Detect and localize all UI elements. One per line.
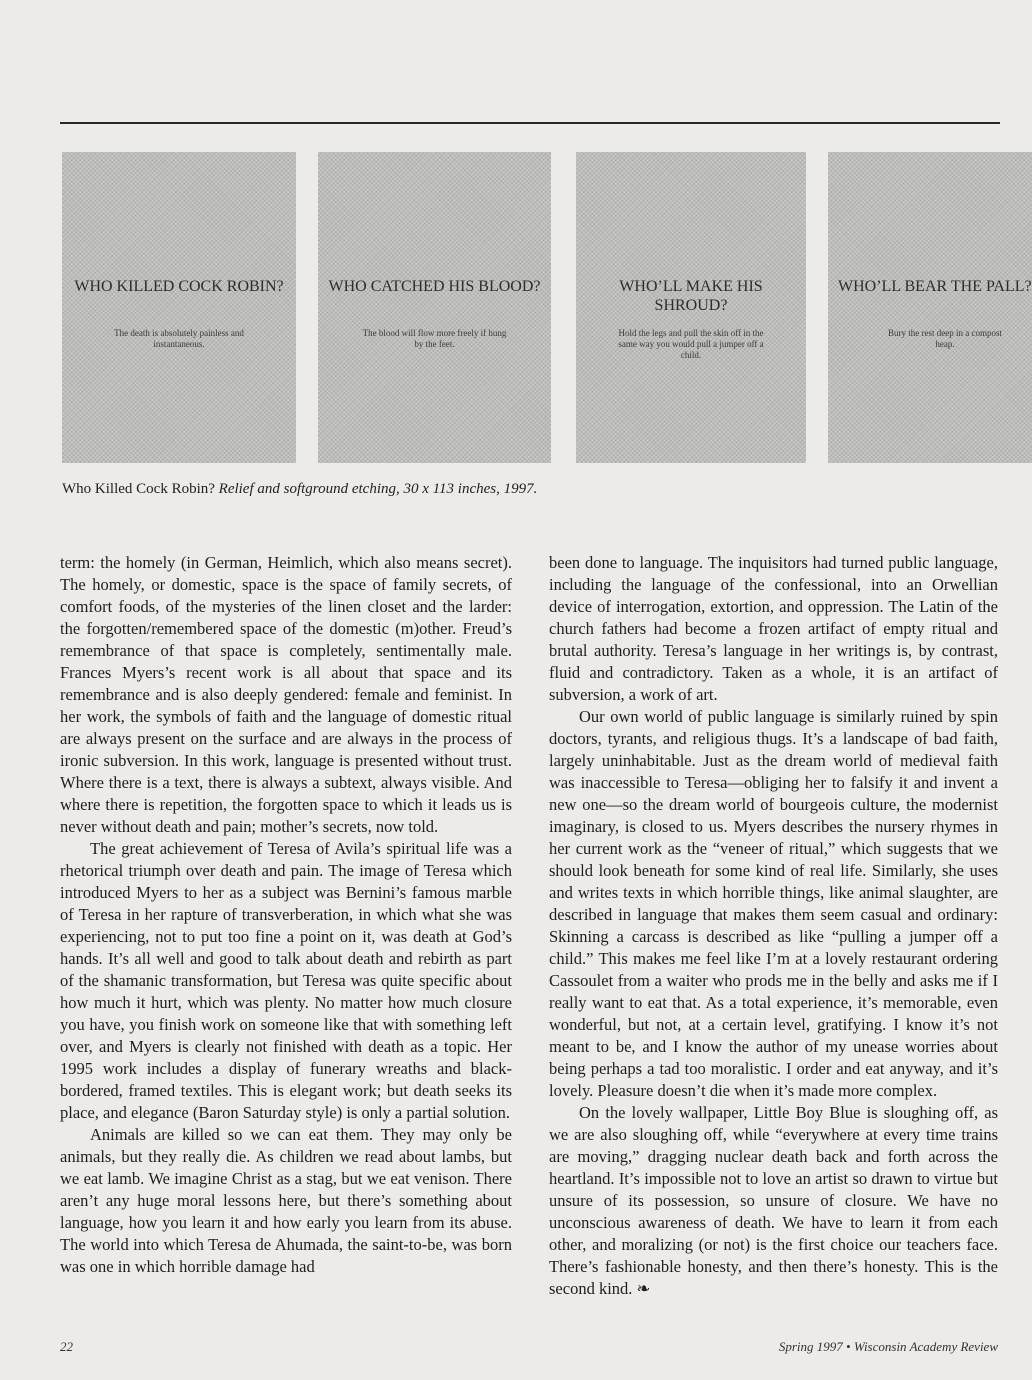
paragraph: The great achievement of Teresa of Avila’s spiritual life was a rhetorical triumph over death and pain. The image of Teresa which introduced Myers to her as a subject was Bernini’s famous marble of Teresa in her rapture of transverberation, in which what she was experiencing, not to put too fine a point on it, was death at God’s hands. It’s all well and good to talk about death and rebirth as part of the shamanic transformation, but Teresa was quite specific about how much it hurt, which was plenty. No matter how much closure you have, you finish work on someone like that with something left over, and Myers is clearly not finished with death as a topic. Her 1995 work includes a display of funerary wreaths and black-bordered, framed textiles. This is elegant work; but death seeks its place, and elegance (Baron Saturday style) is only a partial solution.: [60, 839, 512, 1122]
panel-title: WHO’LL BEAR THE PALL?: [838, 278, 1032, 295]
artwork-panel-4: [828, 152, 1032, 463]
panel-text: Hold the legs and pull the skin off in the same way you would pull a jumper off a child.: [618, 328, 764, 360]
panel-title: WHO’LL MAKE HIS SHROUD?: [619, 278, 763, 314]
paragraph: [549, 1102, 998, 1300]
artwork-panel-1: [62, 152, 296, 463]
left-column: [60, 552, 512, 1278]
top-rule: [60, 122, 1000, 124]
paragraph: Animals are killed so we can eat them. They may only be animals, but they really die. As children we read about lambs, but we eat lamb. We imagine Christ as a stag, but we eat venison. There aren’t any huge moral lessons here, but there’s something about language, how you learn it and how early you learn from its abuse. The world into which Teresa de Ahumada, the saint-to-be, was born was one in which horrible damage had: [60, 1125, 512, 1276]
paragraph: Our own world of public language is similarly ruined by spin doctors, tyrants, and religious thugs. It’s a landscape of bad faith, largely uninhabitable. Just as the dream world of medieval faith was inaccessible to Teresa—obliging her to falsify it and invent a new one—so the dream world of bourgeois culture, the modernist imaginary, is closed to us. Myers describes the nursery rhymes in her current work as the “veneer of ritual,” which suggests that we should look beneath for some kind of real life. Similarly, she uses and writes texts in which horrible things, like animal slaughter, are described in language that makes them seem casual and ordinary: Skinning a carcass is described as like “pulling a jumper off a child.” This makes me feel like I’m at a lovely restaurant ordering Cassoulet from a waiter who prods me in the belly and asks me if I really want to eat that. As a total experience, it’s memorable, even wonderful, but not, at a certain level, gratifying. I know it’s not meant to be, and I know the author of my unease worries about being perhaps a tad too moralistic. I order and eat anyway, and it’s lovely. Pleasure doesn’t die when it’s made more complex.: [549, 707, 998, 1100]
publication-footer: Spring 1997 • Wisconsin Academy Review: [778, 1339, 998, 1354]
panel-text: The death is absolutely painless and instantaneous.: [114, 328, 244, 349]
panel-text: Bury the rest deep in a compost heap.: [888, 328, 1002, 349]
figure-caption: [62, 481, 537, 498]
panel-title: WHO CATCHED HIS BLOOD?: [328, 278, 541, 295]
right-column: [549, 552, 998, 1300]
paragraph-text: On the lovely wallpaper, Little Boy Blue is sloughing off, as we are also sloughing off, while “everywhere at every time trains are moving,” dragging nuclear death back and forth across the heartland. It’s impossible not to love an artist so drawn to virtue but unsure of its possession, so unsure of closure. We have no unconscious awareness of death. We have to learn it from each other, and moralizing (or not) is the first choice our teachers face. There’s fashionable honesty, and then there’s honesty. This is the second kind.: [549, 1103, 998, 1298]
caption-title: Who Killed Cock Robin?: [62, 481, 215, 497]
panel-text: The blood will flow more freely if hung by the feet.: [362, 328, 507, 349]
paragraph: term: the homely (in German, Heimlich, which also means secret). The homely, or domestic, space is the space of family secrets, of comfort foods, of the mysteries of the linen closet and the larder: the forgotten/remembered space of the domestic (m)other. Freud’s remembrance of that space is completely, sentimentally male. Frances Myers’s recent work is all about that space and its remembrance and is also deeply gendered: female and feminist. In her work, the symbols of faith and the language of domestic ritual are always present on the surface and are always in the process of ironic subversion. In this work, language is presented without trust. Where there is a text, there is always a subtext, always visible. And where there is repetition, the forgotten space to which it leads us is never without death and pain; mother’s secrets, now told.: [60, 553, 512, 836]
artwork-panel-2: [318, 152, 551, 463]
panel-title: WHO KILLED COCK ROBIN?: [74, 278, 284, 295]
end-ornament-icon: ❧: [636, 1279, 651, 1298]
page-number: 22: [60, 1339, 73, 1354]
caption-detail: Relief and softground etching, 30 x 113 inches, 1997.: [218, 481, 538, 497]
artwork-panel-3: [576, 152, 806, 463]
paragraph: been done to language. The inquisitors had turned public language, including the language of the confessional, into an Orwellian device of interrogation, extortion, and oppression. The Latin of the church fathers had become a frozen artifact of empty ritual and brutal authority. Teresa’s language in her writings is, by contrast, fluid and contradictory. Taken as a whole, it is an artifact of subversion, a work of art.: [549, 553, 998, 704]
